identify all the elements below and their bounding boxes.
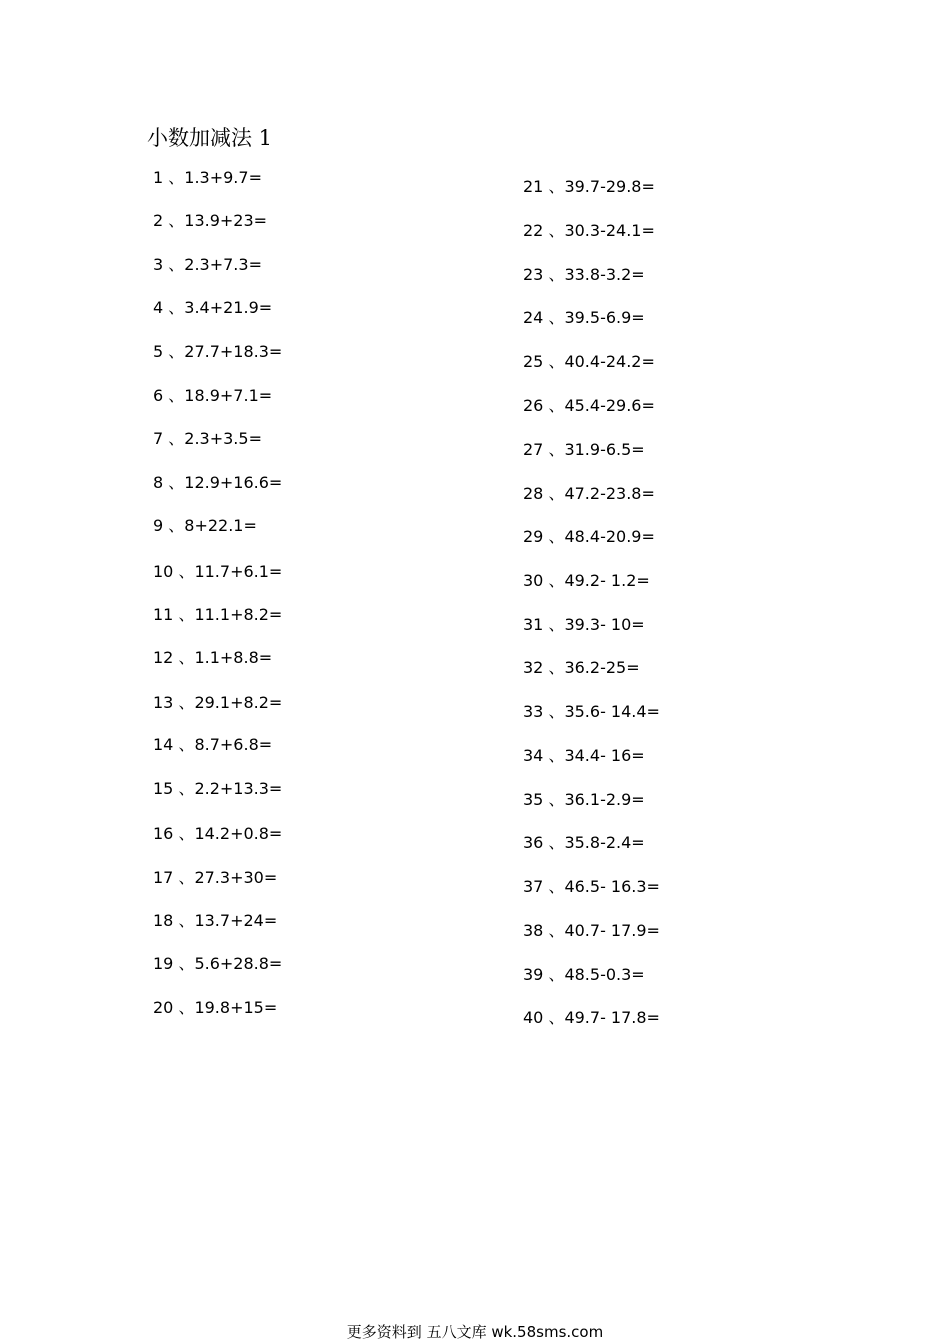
problem-item: 18 、13.7+24= bbox=[153, 911, 278, 930]
problem-item: 2 、13.9+23= bbox=[153, 211, 268, 230]
problem-item: 35 、36.1-2.9= bbox=[523, 790, 645, 809]
problem-item: 14 、8.7+6.8= bbox=[153, 735, 273, 754]
problem-item: 34 、34.4- 16= bbox=[523, 746, 645, 765]
problem-item: 21 、39.7-29.8= bbox=[523, 177, 655, 196]
problem-item: 26 、45.4-29.6= bbox=[523, 396, 655, 415]
problem-item: 23 、33.8-3.2= bbox=[523, 265, 645, 284]
problem-item: 24 、39.5-6.9= bbox=[523, 308, 645, 327]
problem-item: 33 、35.6- 14.4= bbox=[523, 702, 660, 721]
problem-item: 3 、2.3+7.3= bbox=[153, 255, 262, 274]
problem-item: 13 、29.1+8.2= bbox=[153, 693, 283, 712]
problem-item: 31 、39.3- 10= bbox=[523, 615, 645, 634]
problem-item: 16 、14.2+0.8= bbox=[153, 824, 283, 843]
problem-item: 9 、8+22.1= bbox=[153, 516, 257, 535]
problem-item: 32 、36.2-25= bbox=[523, 658, 640, 677]
problem-item: 37 、46.5- 16.3= bbox=[523, 877, 660, 896]
problem-item: 4 、3.4+21.9= bbox=[153, 298, 273, 317]
footer-text: 更多资料到 五八文库 wk.58sms.com bbox=[346, 1323, 604, 1341]
problem-item: 36 、35.8-2.4= bbox=[523, 833, 645, 852]
problem-item: 12 、1.1+8.8= bbox=[153, 648, 273, 667]
problem-item: 8 、12.9+16.6= bbox=[153, 473, 283, 492]
problem-item: 17 、27.3+30= bbox=[153, 868, 278, 887]
problem-item: 39 、48.5-0.3= bbox=[523, 965, 645, 984]
problem-item: 22 、30.3-24.1= bbox=[523, 221, 655, 240]
problem-item: 1 、1.3+9.7= bbox=[153, 168, 262, 187]
problem-item: 15 、2.2+13.3= bbox=[153, 779, 283, 798]
problem-item: 38 、40.7- 17.9= bbox=[523, 921, 660, 940]
problem-item: 7 、2.3+3.5= bbox=[153, 429, 262, 448]
problem-item: 11 、11.1+8.2= bbox=[153, 605, 283, 624]
problem-item: 29 、48.4-20.9= bbox=[523, 527, 655, 546]
problem-item: 19 、5.6+28.8= bbox=[153, 954, 283, 973]
page-title: 小数加减法 1 bbox=[147, 126, 273, 150]
problem-item: 27 、31.9-6.5= bbox=[523, 440, 645, 459]
problem-item: 28 、47.2-23.8= bbox=[523, 484, 655, 503]
problem-item: 6 、18.9+7.1= bbox=[153, 386, 273, 405]
problem-item: 20 、19.8+15= bbox=[153, 998, 278, 1017]
problem-item: 5 、27.7+18.3= bbox=[153, 342, 283, 361]
problem-item: 25 、40.4-24.2= bbox=[523, 352, 655, 371]
problem-item: 10 、11.7+6.1= bbox=[153, 562, 283, 581]
problem-item: 30 、49.2- 1.2= bbox=[523, 571, 650, 590]
problem-item: 40 、49.7- 17.8= bbox=[523, 1008, 660, 1027]
